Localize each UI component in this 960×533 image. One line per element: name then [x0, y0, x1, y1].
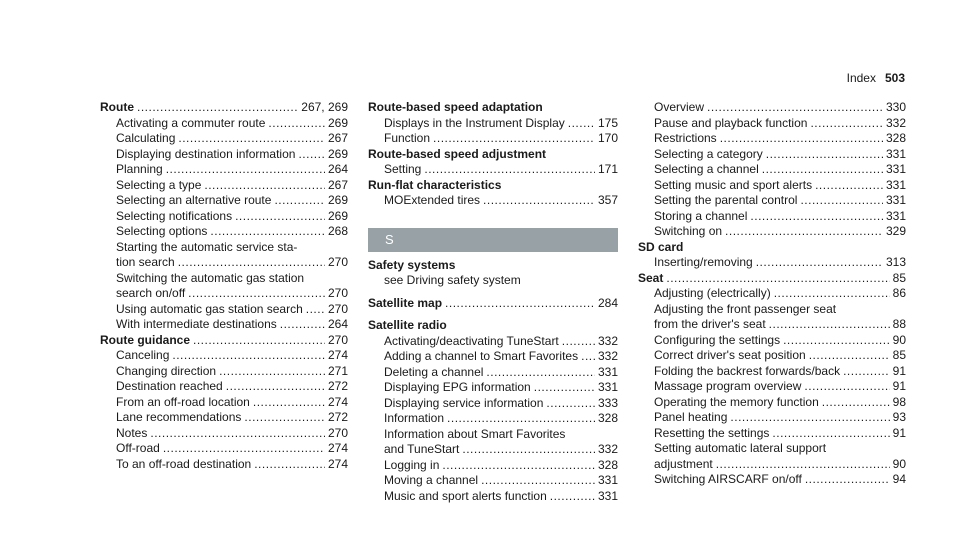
index-heading [368, 147, 618, 163]
page-reference: 175 [597, 115, 618, 130]
entry-label: Displaying service information [384, 395, 544, 410]
page-reference: 270 [327, 286, 348, 300]
page-reference: 94 [892, 472, 906, 486]
entry-label: Setting music and sport alerts [654, 177, 813, 192]
index-subentry-text [100, 240, 348, 256]
dot-leader [462, 442, 595, 458]
dot-leader [166, 162, 325, 178]
entry-label: With intermediate destinations [116, 317, 277, 331]
entry-label: Selecting notifications [116, 208, 233, 223]
index-entry [638, 178, 906, 194]
index-entry [100, 302, 348, 318]
dot-leader [178, 255, 325, 271]
dot-leader [810, 116, 883, 132]
index-entry [100, 162, 348, 178]
dot-leader [481, 473, 595, 489]
index-heading-entry [638, 271, 906, 287]
dot-leader [750, 209, 883, 225]
index-heading-entry [100, 333, 348, 349]
entry-label: Overview [654, 100, 705, 114]
entry-label: Inserting/removing [654, 255, 753, 269]
entry-label: Information about Smart Favorites [384, 426, 566, 441]
dot-leader [581, 349, 595, 365]
spacer [368, 289, 618, 296]
page-reference: 332 [597, 333, 618, 348]
index-entry [368, 131, 618, 147]
index-label: Index [846, 71, 876, 85]
index-entry [638, 100, 906, 116]
dot-leader [483, 193, 595, 209]
dot-leader [800, 193, 883, 209]
index-entry [368, 162, 618, 178]
entry-label: Route-based speed adjustment [368, 146, 547, 161]
entry-label: Adding a channel to Smart Favorites [384, 349, 579, 363]
dot-leader [424, 162, 595, 178]
dot-leader [226, 379, 325, 395]
section-letter-header: S [368, 228, 618, 252]
index-entry [638, 147, 906, 163]
index-entry [368, 349, 618, 365]
page-reference: 328 [885, 131, 906, 145]
entry-label: To an off-road destination [116, 456, 252, 471]
index-entry [368, 473, 618, 489]
dot-leader [445, 296, 595, 312]
dot-leader [268, 116, 325, 132]
index-entry [638, 395, 906, 411]
page-reference: 331 [885, 208, 906, 223]
entry-label: Storing a channel [654, 208, 748, 223]
page-reference: 269 [327, 193, 348, 207]
index-entry [368, 116, 618, 132]
entry-label: adjustment [654, 456, 713, 471]
page-reference: 274 [327, 456, 348, 471]
page-reference: 267 [327, 177, 348, 192]
page-reference: 267 [327, 131, 348, 145]
entry-label: Using automatic gas station search [116, 301, 303, 316]
index-heading [638, 240, 906, 256]
entry-label: search on/off [116, 286, 186, 300]
dot-leader [137, 100, 298, 116]
index-entry [100, 209, 348, 225]
page-reference: 329 [885, 224, 906, 238]
dot-leader [550, 489, 595, 505]
index-heading [368, 318, 618, 334]
entry-label: Destination reached [116, 379, 223, 393]
dot-leader [274, 193, 325, 209]
entry-label: Adjusting (electrically) [654, 286, 771, 300]
dot-leader [822, 395, 890, 411]
page-reference: 269 [327, 208, 348, 223]
index-column-1 [100, 100, 348, 472]
index-column-2 [368, 100, 618, 504]
index-entry [368, 411, 618, 427]
index-entry [100, 364, 348, 380]
page-reference: 331 [885, 162, 906, 176]
index-entry [100, 441, 348, 457]
index-entry [368, 489, 618, 505]
entry-label: Selecting a type [116, 177, 202, 192]
page-reference: 331 [885, 193, 906, 207]
dot-leader [762, 162, 883, 178]
index-entry [638, 410, 906, 426]
page-reference: 328 [597, 411, 618, 425]
index-entry [368, 334, 618, 350]
entry-label: Correct driver's seat position [654, 348, 806, 362]
dot-leader [486, 365, 595, 381]
entry-label: Selecting a category [654, 146, 763, 161]
page-reference: 332 [885, 115, 906, 130]
index-entry [638, 333, 906, 349]
index-entry [100, 286, 348, 302]
index-entry [100, 131, 348, 147]
entry-label: Calculating [116, 131, 176, 145]
entry-label: Setting [384, 162, 422, 176]
page-reference: 274 [327, 441, 348, 455]
dot-leader [716, 457, 890, 473]
entry-label: Restrictions [654, 131, 717, 145]
entry-label: Operating the memory function [654, 394, 819, 409]
entry-label: Off-road [116, 441, 160, 455]
entry-label: Planning [116, 162, 163, 176]
index-entry [368, 380, 618, 396]
index-entry [638, 209, 906, 225]
index-heading [368, 100, 618, 116]
dot-leader [774, 286, 890, 302]
dot-leader [725, 224, 883, 240]
dot-leader [298, 147, 325, 163]
page-reference: 267, 269 [301, 100, 348, 114]
dot-leader [244, 410, 325, 426]
page-number: 503 [884, 71, 905, 85]
index-entry [638, 364, 906, 380]
index-heading-entry [368, 296, 618, 312]
entry-label: Resetting the settings [654, 425, 770, 440]
index-entry [100, 426, 348, 442]
dot-leader [769, 317, 890, 333]
dot-leader [805, 472, 890, 488]
dot-leader [568, 116, 595, 132]
index-subentry-text [638, 441, 906, 457]
entry-label: and TuneStart [384, 442, 460, 456]
index-entry [638, 255, 906, 271]
index-entry [368, 396, 618, 412]
dot-leader [172, 348, 325, 364]
dot-leader [815, 178, 883, 194]
entry-label: Folding the backrest forwards/back [654, 363, 841, 378]
entry-label: Lane recommendations [116, 410, 242, 424]
page-reference: 269 [327, 146, 348, 161]
page-reference: 171 [597, 162, 618, 176]
page-reference: 272 [327, 410, 348, 424]
page-reference: 330 [885, 100, 906, 114]
page-reference: 331 [597, 473, 618, 487]
dot-leader [150, 426, 325, 442]
index-entry [100, 224, 348, 240]
dot-leader [433, 131, 595, 147]
entry-label: Switching the automatic gas station [116, 270, 305, 285]
dot-leader [163, 441, 325, 457]
index-heading-entry [100, 100, 348, 116]
index-entry [638, 131, 906, 147]
entry-label: from the driver's seat [654, 317, 766, 331]
index-entry [638, 193, 906, 209]
page-reference: 85 [892, 348, 906, 362]
entry-label: Safety systems [368, 257, 456, 272]
index-entry [100, 193, 348, 209]
index-entry [100, 395, 348, 411]
dot-leader [280, 317, 325, 333]
entry-label: Information [384, 411, 445, 425]
entry-label: Logging in [384, 457, 440, 472]
index-entry [638, 317, 906, 333]
index-entry [100, 457, 348, 473]
page-reference: 270 [327, 425, 348, 440]
entry-label: Route guidance [100, 332, 191, 347]
entry-label: Run-flat characteristics [368, 177, 502, 192]
page-reference: 272 [327, 379, 348, 393]
index-entry [100, 147, 348, 163]
dot-leader [210, 224, 325, 240]
page-reference: 357 [597, 193, 618, 207]
dot-leader [447, 411, 595, 427]
index-entry [100, 116, 348, 132]
dot-leader [219, 364, 325, 380]
entry-label: Setting automatic lateral support [654, 441, 827, 455]
page-reference: 268 [327, 224, 348, 238]
spacer [368, 311, 618, 318]
index-subentry-text [638, 302, 906, 318]
dot-leader [254, 457, 325, 473]
entry-label: Switching on [654, 224, 723, 238]
index-subentry-text [100, 271, 348, 287]
index-entry [638, 472, 906, 488]
dot-leader [666, 271, 889, 287]
entry-label: Music and sport alerts function [384, 488, 547, 503]
index-entry [100, 348, 348, 364]
page-reference: 270 [327, 332, 348, 347]
entry-label: Selecting a channel [654, 162, 759, 176]
entry-label: Displaying EPG information [384, 380, 531, 394]
index-entry [100, 410, 348, 426]
dot-leader [766, 147, 883, 163]
entry-label: Moving a channel [384, 473, 479, 487]
entry-label: Canceling [116, 348, 170, 362]
entry-label: Displaying destination information [116, 146, 296, 161]
entry-label: Changing direction [116, 363, 217, 378]
page-reference: 86 [892, 286, 906, 300]
entry-label: Adjusting the front passenger seat [654, 301, 837, 316]
index-entry [368, 193, 618, 209]
page-reference: 331 [597, 488, 618, 503]
entry-label: Panel heating [654, 410, 728, 424]
page-reference: 91 [892, 425, 906, 440]
page-reference: 90 [892, 456, 906, 471]
index-heading [368, 178, 618, 194]
entry-label: Setting the parental control [654, 193, 798, 207]
page-reference: 331 [597, 380, 618, 394]
page-reference: 331 [885, 146, 906, 161]
page-reference: 90 [892, 332, 906, 347]
dot-leader [306, 302, 325, 318]
dot-leader [783, 333, 890, 349]
dot-leader [193, 333, 325, 349]
index-entry [638, 426, 906, 442]
page-reference: 88 [892, 317, 906, 331]
index-heading [368, 258, 618, 274]
index-entry [638, 286, 906, 302]
entry-label: Function [384, 131, 431, 145]
dot-leader [188, 286, 325, 302]
index-entry [638, 116, 906, 132]
entry-label: Pause and playback function [654, 115, 808, 130]
page-reference: 170 [597, 131, 618, 145]
entry-label: Displays in the Instrument Display [384, 115, 565, 130]
page-reference: 328 [597, 457, 618, 472]
dot-leader [730, 410, 889, 426]
entry-label: Route [100, 100, 134, 114]
index-entry [100, 379, 348, 395]
page-reference: 93 [892, 410, 906, 424]
entry-label: Configuring the settings [654, 332, 781, 347]
page-reference: 270 [327, 255, 348, 269]
entry-label: Deleting a channel [384, 364, 484, 379]
dot-leader [707, 100, 883, 116]
page-reference: 264 [327, 317, 348, 331]
page-reference: 264 [327, 162, 348, 176]
index-subentry-text [368, 427, 618, 443]
dot-leader [534, 380, 595, 396]
page-reference: 331 [597, 364, 618, 379]
page-reference: 284 [597, 295, 618, 310]
dot-leader [546, 396, 595, 412]
entry-label: Activating/deactivating TuneStart [384, 333, 559, 348]
entry-label: Seat [638, 270, 664, 285]
entry-label: Selecting options [116, 224, 208, 238]
dot-leader [562, 334, 595, 350]
index-entry [100, 178, 348, 194]
page-reference: 271 [327, 363, 348, 378]
index-entry [368, 442, 618, 458]
dot-leader [442, 458, 595, 474]
entry-label: SD card [638, 239, 684, 254]
dot-leader [772, 426, 889, 442]
dot-leader [756, 255, 883, 271]
entry-label: tion search [116, 255, 175, 269]
page-header [847, 71, 905, 85]
page-reference: 331 [885, 177, 906, 192]
index-entry [638, 348, 906, 364]
entry-label: Starting the automatic service sta- [116, 239, 298, 254]
dot-leader [235, 209, 325, 225]
dot-leader [809, 348, 890, 364]
entry-label: Selecting an alternative route [116, 193, 272, 207]
page-reference: 332 [597, 349, 618, 363]
page-reference: 274 [327, 394, 348, 409]
index-entry [368, 365, 618, 381]
entry-label: MOExtended tires [384, 193, 481, 207]
entry-label: see Driving safety system [384, 273, 521, 287]
page-reference: 333 [597, 395, 618, 410]
dot-leader [720, 131, 883, 147]
entry-label: Notes [116, 425, 148, 440]
dot-leader [253, 395, 325, 411]
index-entry [638, 224, 906, 240]
entry-label: Route-based speed adaptation [368, 100, 543, 114]
index-entry [368, 458, 618, 474]
entry-label: Satellite map [368, 295, 443, 310]
page-reference: 91 [892, 379, 906, 393]
index-entry [638, 162, 906, 178]
dot-leader [804, 379, 889, 395]
dot-leader [204, 178, 325, 194]
index-column-3 [638, 100, 906, 488]
entry-label: Satellite radio [368, 318, 447, 332]
page-reference: 91 [892, 363, 906, 378]
page-reference: 98 [892, 394, 906, 409]
entry-label: Switching AIRSCARF on/off [654, 472, 802, 486]
index-entry [638, 379, 906, 395]
entry-label: Massage program overview [654, 379, 802, 393]
page-reference: 270 [327, 301, 348, 316]
page-reference: 313 [885, 255, 906, 269]
index-entry [638, 457, 906, 473]
index-subentry-text [368, 273, 618, 289]
dot-leader [178, 131, 325, 147]
dot-leader [843, 364, 890, 380]
index-entry [100, 255, 348, 271]
index-entry [100, 317, 348, 333]
page-reference: 85 [892, 270, 906, 285]
page-reference: 274 [327, 348, 348, 362]
entry-label: Activating a commuter route [116, 115, 266, 130]
page-reference: 269 [327, 115, 348, 130]
page-reference: 332 [597, 442, 618, 456]
entry-label: From an off-road location [116, 394, 250, 409]
